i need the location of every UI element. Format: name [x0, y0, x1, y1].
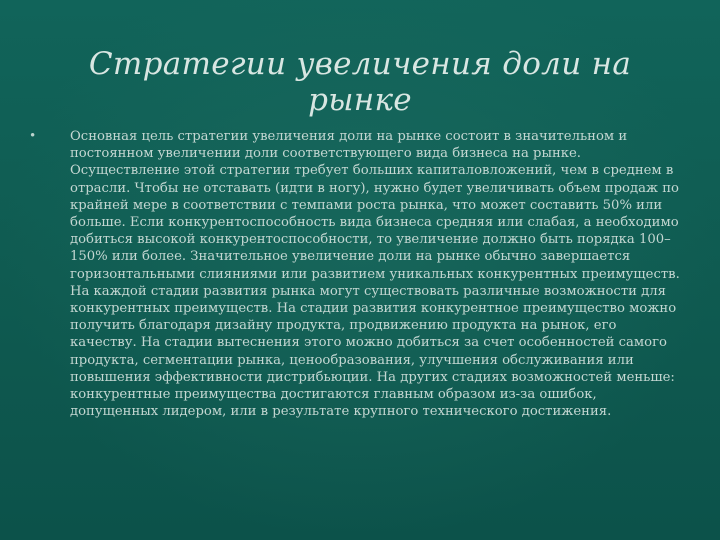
bullet-marker: • [30, 128, 36, 144]
bullet-text: Основная цель стратегии увеличения доли на рынке состоит в значительном и постоянном увеличении доли соответствующего вида бизнеса на рынке. Осуществление этой стратегии требует больших капиталовложений, чем в среднем в отрасли. Чтобы не отставать (идти в ногу), нужно будет увеличивать объем продаж по крайней мере в соответствии с темпами роста рынка, что может составить 50% или больше. Если конкурентоспособность вида бизнеса средняя или слабая, а необходимо добиться высокой конкурентоспособности, то увеличение должно быть порядка 100–150% или более. Значительное увеличение доли на рынке обычно завершается горизонтальными слияниями или развитием уникальных конкурентных преимуществ. На каждой стадии развития рынка могут существовать различные возможности для конкурентных преимуществ. На стадии развития конкурентное преимущество можно получить благодаря дизайну продукта, продвижению продукта на рынок, его качеству. На стадии вытеснения этого можно добиться за счет особенностей самого продукта, сегментации рынка, ценообразования, улучшения обслуживания или повышения эффективности дистрибьюции. На других стадиях возможностей меньше: конкурентные преимущества достигаются главным образом из-за ошибок, допущенных лидером, или в результате крупного технического достижения. [70, 129, 680, 420]
slide-title: Стратегии увеличения доли на рынке [88, 46, 632, 118]
bullet-item [30, 128, 680, 420]
bullet-list [30, 128, 680, 420]
